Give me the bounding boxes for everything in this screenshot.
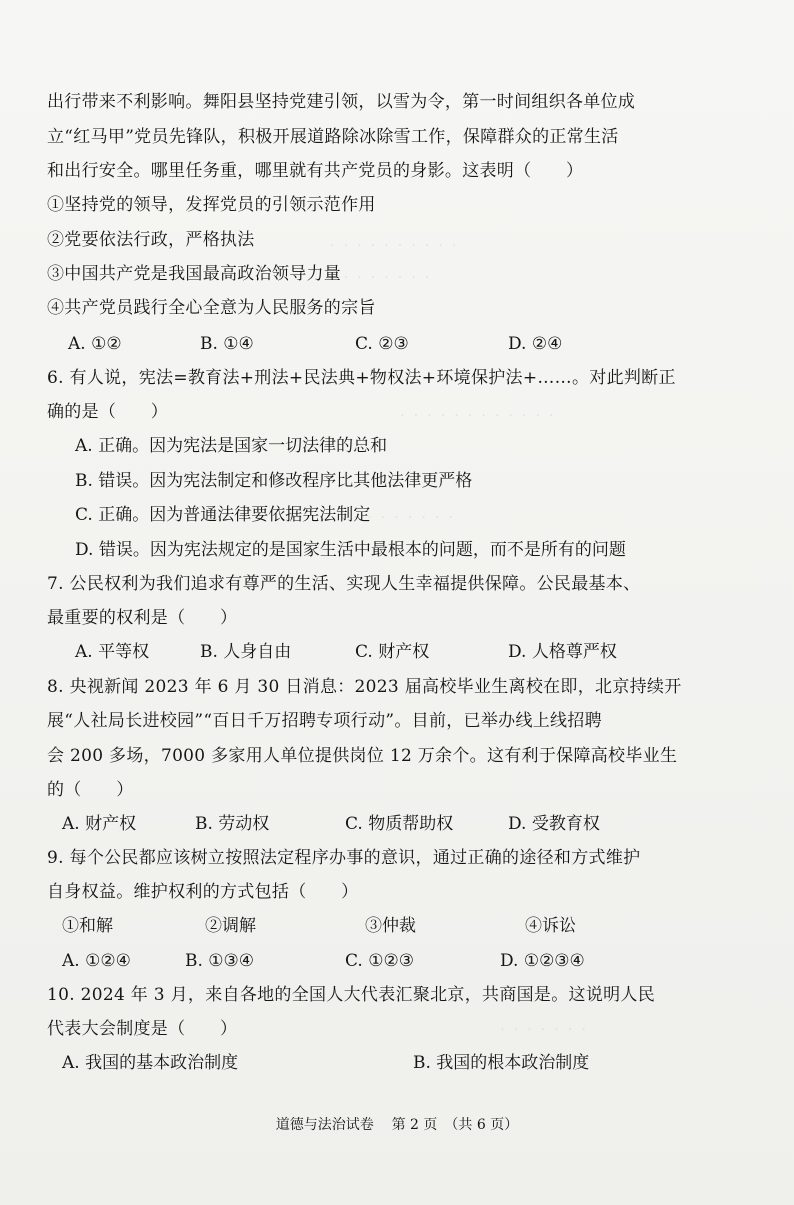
q9-statement: ④诉讼	[525, 916, 576, 936]
q7-stem: 7. 公民权利为我们追求有尊严的生活、实现人生幸福提供保障。公民最基本、	[47, 574, 641, 594]
q9-statement: ③仲裁	[365, 916, 416, 936]
q8-option-a[interactable]: A. 财产权	[62, 814, 137, 834]
q5-option-d[interactable]: D. ②④	[508, 334, 563, 354]
q7-option-a[interactable]: A. 平等权	[75, 642, 150, 662]
q6-option-b[interactable]: B. 错误。因为宪法制定和修改程序比其他法律更严格	[75, 471, 473, 491]
bleed-through-mark: · · · · · · · · · · · ·	[400, 406, 556, 424]
q10-option-b[interactable]: B. 我国的根本政治制度	[413, 1053, 590, 1073]
q9-option-b[interactable]: B. ①③④	[185, 951, 255, 971]
q5-option-b[interactable]: B. ①④	[200, 334, 254, 354]
q8-stem: 的（ ）	[47, 780, 134, 800]
q7-option-b[interactable]: B. 人身自由	[200, 642, 292, 662]
q5-statement: ④共产党员践行全心全意为人民服务的宗旨	[47, 298, 376, 318]
bleed-through-mark: · · · · · · · · ·	[340, 508, 456, 526]
q6-option-c[interactable]: C. 正确。因为普通法律要依据宪法制定	[75, 505, 371, 525]
page-footer	[0, 1116, 794, 1134]
intro-line: 立“红马甲”党员先锋队，积极开展道路除冰除雪工作，保障群众的正常生活	[47, 127, 619, 147]
q8-stem: 8. 央视新闻 2023 年 6 月 30 日消息：2023 届高校毕业生离校在即，北京持续开	[47, 677, 682, 697]
q5-statement: ②党要依法行政，严格执法	[47, 230, 255, 250]
q9-option-c[interactable]: C. ①②③	[345, 951, 414, 971]
q8-option-b[interactable]: B. 劳动权	[195, 814, 270, 834]
q7-stem: 最重要的权利是（ ）	[47, 608, 238, 628]
q6-stem: 确的是（ ）	[47, 402, 169, 422]
q6-option-a[interactable]: A. 正确。因为宪法是国家一切法律的总和	[75, 436, 388, 456]
q8-stem: 会 200 多场，7000 多家用人单位提供岗位 12 万余个。这有利于保障高校毕业生	[47, 746, 678, 766]
q9-statement: ①和解	[62, 916, 113, 936]
q10-stem: 代表大会制度是（ ）	[47, 1019, 238, 1039]
q9-statement: ②调解	[205, 916, 256, 936]
q9-option-a[interactable]: A. ①②④	[62, 951, 131, 971]
q6-option-d[interactable]: D. 错误。因为宪法规定的是国家生活中最根本的问题，而不是所有的问题	[75, 540, 626, 560]
intro-line: 和出行安全。哪里任务重，哪里就有共产党员的身影。这表明（ ）	[47, 161, 584, 181]
q5-statement: ③中国共产党是我国最高政治领导力量	[47, 264, 342, 284]
q10-option-a[interactable]: A. 我国的基本政治制度	[62, 1053, 239, 1073]
q5-option-a[interactable]: A. ①②	[68, 334, 122, 354]
q8-option-d[interactable]: D. 受教育权	[508, 814, 600, 834]
q8-option-c[interactable]: C. 物质帮助权	[345, 814, 454, 834]
q9-option-d[interactable]: D. ①②③④	[500, 951, 585, 971]
q8-stem: 展“人社局长进校园”“百日千万招聘专项行动”。目前，已举办线上线招聘	[47, 711, 602, 731]
intro-line: 出行带来不利影响。舞阳县坚持党建引领，以雪为令，第一时间组织各单位成	[47, 92, 636, 112]
q5-statement: ①坚持党的领导，发挥党员的引领示范作用	[47, 195, 376, 215]
q7-option-c[interactable]: C. 财产权	[355, 642, 430, 662]
footer-page-info: 第 2 页 （共 6 页）	[391, 1117, 519, 1133]
q5-option-c[interactable]: C. ②③	[355, 334, 409, 354]
q10-stem: 10. 2024 年 3 月，来自各地的全国人大代表汇聚北京，共商国是。这说明人民	[47, 985, 656, 1005]
bleed-through-mark: · · · · · · ·	[500, 1020, 588, 1038]
q7-option-d[interactable]: D. 人格尊严权	[508, 642, 617, 662]
bleed-through-mark: · · · · · · · · · ·	[330, 236, 459, 254]
q9-stem: 自身权益。维护权利的方式包括（ ）	[47, 882, 359, 902]
q6-stem: 6. 有人说，宪法=教育法+刑法+民法典+物权法+环境保护法+……。对此判断正	[47, 368, 676, 388]
q9-stem: 9. 每个公民都应该树立按照法定程序办事的意识，通过正确的途径和方式维护	[47, 848, 641, 868]
footer-subject: 道德与法治试卷	[275, 1117, 374, 1133]
bleed-through-mark: · · · · · · · ·	[330, 268, 432, 286]
